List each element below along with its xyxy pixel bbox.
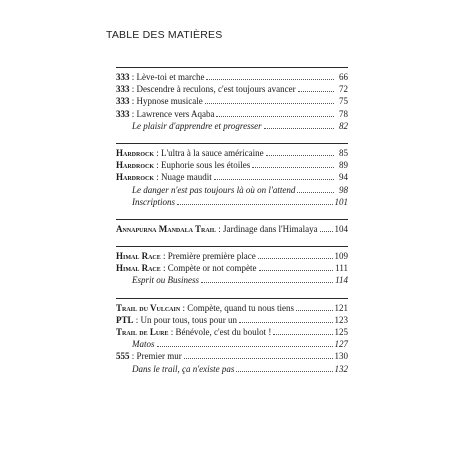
table-of-contents: [116, 67, 348, 386]
toc-entry-label: [132, 338, 155, 350]
toc-entry: [116, 95, 348, 107]
toc-leader-dots: [266, 149, 334, 156]
toc-entry-label: [116, 314, 237, 326]
toc-section: [116, 143, 348, 208]
toc-separator: :: [154, 160, 162, 171]
toc-entry-label: [132, 120, 262, 132]
toc-page-number: 101: [334, 196, 348, 207]
toc-entry-label: [116, 171, 212, 183]
toc-separator: :: [216, 223, 224, 234]
toc-page-number: 127: [334, 339, 348, 350]
toc-series-name: 333: [116, 108, 130, 119]
toc-leader-dots: [273, 328, 332, 335]
toc-entry-label: [116, 108, 214, 120]
toc-entry: [116, 171, 348, 183]
toc-entry: [116, 250, 348, 262]
toc-series-name: 333: [116, 72, 130, 82]
toc-section: [116, 219, 348, 235]
toc-entry-title: Lève-toi et marche: [136, 72, 205, 82]
toc-leader-dots: [297, 186, 334, 193]
toc-entry-title: Bénévole, c'est du boulot !: [175, 327, 272, 337]
toc-subentry: [116, 184, 348, 196]
toc-separator: :: [168, 327, 176, 337]
toc-entry-title: Dans le trail, ça n'existe pas: [132, 363, 235, 374]
toc-entry-title: L'ultra à la sauce américaine: [161, 147, 264, 158]
toc-entry: [116, 314, 348, 326]
toc-section: [116, 67, 348, 132]
toc-entry-label: [116, 350, 182, 362]
toc-leader-dots: [258, 252, 333, 259]
toc-series-name: Hardrock: [116, 172, 154, 183]
toc-page-number: 123: [334, 314, 348, 325]
toc-leader-dots: [320, 225, 333, 232]
toc-leader-dots: [214, 173, 334, 180]
toc-series-name: Trail du Vulcain: [116, 302, 181, 313]
toc-entry: [116, 302, 348, 314]
toc-entry-label: [132, 274, 199, 286]
toc-page-number: 98: [339, 184, 348, 195]
toc-entry-title: Inscriptions: [132, 196, 176, 207]
toc-separator: :: [180, 302, 188, 313]
toc-series-name: 333: [116, 96, 130, 107]
toc-entry: [116, 83, 348, 95]
toc-subentry: [116, 274, 348, 286]
toc-entry-title: Matos: [132, 339, 155, 350]
toc-entry-title: Compète or not compète: [167, 263, 257, 274]
toc-entry-title: Un pour tous, tous pour un: [140, 314, 238, 325]
toc-page-number: 121: [334, 302, 348, 313]
toc-entry-title: Esprit ou Business: [132, 275, 200, 286]
toc-entry-title: Euphorie sous les étoiles: [161, 160, 251, 171]
toc-leader-dots: [296, 304, 333, 311]
toc-entry: [116, 108, 348, 120]
toc-entry-title: Le danger n'est pas toujours là où on l'attend: [132, 184, 296, 195]
toc-section: [116, 246, 348, 287]
toc-separator: :: [133, 314, 141, 325]
toc-leader-dots: [236, 365, 332, 372]
toc-page-number: 114: [335, 275, 348, 286]
toc-page-number: 109: [334, 251, 348, 262]
toc-entry-title: Jardinage dans l'Himalaya: [223, 223, 318, 234]
toc-entry-title: Compète, quand tu nous tiens: [187, 302, 294, 313]
toc-separator: :: [129, 351, 137, 362]
toc-entry: [116, 262, 348, 274]
toc-leader-dots: [201, 276, 333, 283]
toc-page-number: 78: [339, 108, 348, 119]
toc-entry-label: [116, 302, 294, 314]
toc-entry-label: [116, 262, 257, 274]
toc-subentry: [116, 363, 348, 375]
toc-entry-label: [132, 184, 295, 196]
toc-entry-label: [132, 196, 175, 208]
toc-leader-dots: [264, 122, 334, 129]
toc-page-number: 75: [339, 96, 348, 107]
toc-entry-label: [116, 95, 203, 107]
toc-subentry: [116, 120, 348, 132]
toc-entry: [116, 350, 348, 362]
toc-series-name: Hardrock: [116, 160, 154, 171]
toc-leader-dots: [239, 316, 332, 323]
toc-separator: :: [154, 172, 162, 183]
toc-series-name: Hardrock: [116, 147, 154, 158]
toc-entry-label: [116, 326, 271, 338]
toc-section: [116, 298, 348, 375]
toc-entry-label: [116, 250, 256, 262]
toc-separator: :: [129, 96, 137, 107]
toc-series-name: Trail de Lure: [116, 327, 169, 337]
toc-entry: [116, 147, 348, 159]
toc-leader-dots: [298, 85, 334, 92]
toc-separator: :: [129, 108, 137, 119]
toc-entry-label: [116, 83, 296, 95]
toc-series-name: Annapurna Mandala Trail: [116, 223, 217, 234]
toc-subentry: [116, 338, 348, 350]
toc-page-number: 89: [339, 160, 348, 171]
toc-entry-label: [116, 223, 318, 235]
toc-page-number: 125: [334, 327, 348, 337]
toc-series-name: PTL: [116, 314, 134, 325]
toc-entry-label: [116, 147, 264, 159]
toc-page-number: 85: [339, 147, 348, 158]
toc-leader-dots: [259, 264, 334, 271]
toc-leader-dots: [206, 73, 334, 80]
toc-entry-title: Première première place: [167, 251, 256, 262]
toc-leader-dots: [216, 110, 334, 117]
toc-separator: :: [154, 147, 162, 158]
toc-entry: [116, 223, 348, 235]
toc-series-name: Himal Race: [116, 263, 161, 274]
toc-page-number: 94: [339, 172, 348, 183]
toc-page-number: 130: [334, 351, 348, 362]
toc-page-number: 104: [334, 223, 348, 234]
toc-leader-dots: [177, 198, 332, 205]
toc-entry-title: Descendre à reculons, c'est toujours avancer: [136, 84, 296, 95]
toc-entry-title: Hypnose musicale: [136, 96, 203, 107]
toc-page-number: 132: [334, 363, 348, 374]
toc-page-number: 72: [339, 84, 348, 95]
toc-page-number: 82: [339, 120, 348, 131]
toc-page-number: 66: [339, 72, 348, 82]
toc-separator: :: [129, 84, 137, 95]
toc-separator: :: [129, 72, 137, 82]
toc-entry: [116, 159, 348, 171]
toc-entry-label: [116, 159, 250, 171]
toc-entry-label: [132, 363, 234, 375]
toc-entry-label: [116, 71, 204, 83]
page-title: TABLE DES MATIÈRES: [106, 29, 223, 41]
toc-series-name: 333: [116, 84, 130, 95]
toc-leader-dots: [157, 340, 333, 347]
toc-entry-title: Le plaisir d'apprendre et progresser: [132, 120, 262, 131]
toc-entry-title: Premier mur: [136, 351, 182, 362]
toc-entry-title: Lawrence vers Aqaba: [136, 108, 215, 119]
toc-separator: :: [160, 263, 168, 274]
toc-entry: [116, 71, 348, 83]
toc-page-number: 111: [335, 263, 348, 274]
toc-subentry: [116, 196, 348, 208]
toc-series-name: 555: [116, 351, 130, 362]
toc-leader-dots: [252, 161, 334, 168]
toc-separator: :: [160, 251, 168, 262]
toc-entry: [116, 326, 348, 338]
toc-entry-title: Nuage maudit: [161, 172, 212, 183]
toc-leader-dots: [205, 97, 334, 104]
toc-leader-dots: [184, 352, 333, 359]
toc-series-name: Himal Race: [116, 251, 161, 262]
